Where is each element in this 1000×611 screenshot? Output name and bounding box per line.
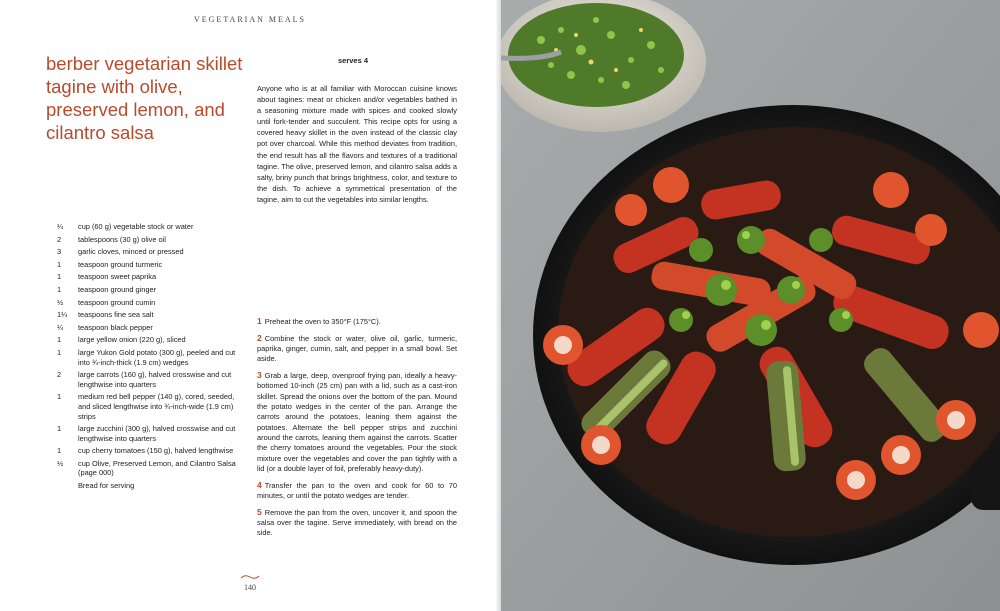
ingredient-text: cup (60 g) vegetable stock or water [78,222,194,231]
ingredient-text: teaspoon ground turmeric [78,259,163,269]
ingredient-qty: 1¼ [57,310,68,320]
ingredient-text: large carrots (160 g), halved crosswise and cut lengthwise into quarters [78,370,232,389]
ingredient-text: tablespoons (30 g) olive oil [78,234,166,244]
ingredient-qty: ¼ [57,322,64,332]
ingredient-text: large Yukon Gold potato (300 g), peeled and cut into ¾-inch-thick (1.9 cm) wedges [78,347,236,367]
ingredient-qty: ½ [57,458,64,468]
ingredient-item [57,260,237,270]
ingredient-text: cup Olive, Preserved Lemon, and Cilantro Salsa (page 000) [78,458,236,478]
ingredient-item [57,424,237,443]
ingredient-qty: 1 [57,424,62,434]
ingredient-qty: 2 [57,370,62,380]
step-text: Preheat the oven to 350°F (175°C). [264,317,381,326]
recipe-title: berber vegetarian skillet tagine with olive, preserved lemon, and cilantro salsa [46,53,243,143]
step-text: Combine the stock or water, olive oil, garlic, turmeric, paprika, ginger, cumin, salt, and pepper in a small bowl. Set aside. [257,333,457,364]
ingredient-item [57,370,237,389]
ingredient-text: cup cherry tomatoes (150 g), halved lengthwise [78,446,234,456]
step-number: 2 [257,332,262,343]
recipe-intro: Anyone who is at all familiar with Moroccan cuisine knows about tagines: meat or chicken and/or vegetables bathed in a seasoning mixture made with spices and cooked slowly until fork-tender and succulent. This recipe opts for using a covered heavy skillet in the oven instead of the classic clay pot over charcoal. While this method deviates from tradition, the end result has all the flavors and textures of a traditional tagine. The olive, preserved lemon, and cilantro salsa adds a salty, briny punch that brings brightness, color, and texture to the dish. To achieve a symmetrical presentation of the tagine, aim to cut the vegetables into similar lengths. [257,84,457,204]
ingredient-qty: 1 [57,446,62,456]
ingredient-item [57,459,237,478]
ingredient-text: teaspoon ground cumin [78,297,156,307]
method-step [257,370,457,474]
ingredient-item [57,446,237,456]
ingredient-text: teaspoons fine sea salt [78,310,154,320]
tagine-photo [501,0,1000,611]
ingredient-qty: ½ [57,297,64,307]
ingredient-text: garlic cloves, minced or pressed [78,247,184,257]
running-head: VEGETARIAN MEALS [193,15,307,24]
ingredient-item [57,323,237,333]
ingredient-qty: 1 [57,259,62,269]
ingredient-item [57,272,237,282]
step-text: Transfer the pan to the oven and cook for 60 to 70 minutes, or until the potato wedges are tender. [257,480,457,500]
method-step [257,507,457,539]
step-number: 4 [257,479,262,490]
ingredient-item [57,298,237,308]
ingredient-qty: 2 [57,234,62,244]
ingredient-item [57,481,237,491]
ingredient-item [57,235,237,245]
ingredient-item [57,285,237,295]
page-number: 140 [244,583,256,592]
method-steps [257,316,457,544]
step-number: 3 [257,370,262,381]
folio-ornament [240,574,260,580]
method-step [257,480,457,502]
ingredient-qty: 1 [57,347,62,357]
step-number: 5 [257,506,262,517]
ingredient-item [57,348,237,367]
ingredient-qty: 1 [57,284,62,294]
ingredient-qty: 3 [57,247,62,257]
ingredient-text: large yellow onion (220 g), sliced [78,335,186,345]
step-text: Grab a large, deep, ovenproof frying pan, ideally a heavy-bottomed 10-inch (25 cm) pan with a lid, such as a cast-iron skillet. Spread the onions over the bottom of the pan. Mound the potato wedges in the center of the pan. Arrange the carrots around the potatoes, leaning them against the potatoes. Alternate the bell pepper strips and zucchini around the carrots, leaning them against the carrots. Scatter the cherry tomatoes around the vegetables. Pour the stock mixture over the vegetables and cover the pan tightly with a lid (or a double layer of foil, preferably heavy-duty). [257,371,457,473]
ingredient-item [57,392,237,421]
ingredient-text: teaspoon black pepper [78,322,153,332]
ingredient-item [57,310,237,320]
ingredient-text: Bread for serving [78,481,135,491]
method-step [257,333,457,365]
ingredient-qty: ¼ [57,222,64,231]
ingredient-item [57,335,237,345]
ingredient-list [57,222,237,494]
ingredient-text: large zucchini (300 g), halved crosswise and cut lengthwise into quarters [78,424,236,443]
step-number: 1 [257,316,262,326]
step-text: Remove the pan from the oven, uncover it, and spoon the salsa over the tagine. Serve immediately, with bread on the side. [257,507,457,538]
ingredient-text: teaspoon ground ginger [78,284,157,294]
ingredient-qty: 1 [57,272,62,282]
ingredient-item [57,247,237,257]
ingredient-qty: 1 [57,392,62,402]
ingredient-item [57,222,237,232]
serves-label: serves 4 [338,56,369,65]
ingredient-qty: 1 [57,335,62,345]
method-step [257,316,457,327]
ingredient-text: teaspoon sweet paprika [78,272,157,282]
ingredient-text: medium red bell pepper (140 g), cored, seeded, and sliced lengthwise into ¾-inch-wide (1.9 cm) strips [78,392,235,421]
